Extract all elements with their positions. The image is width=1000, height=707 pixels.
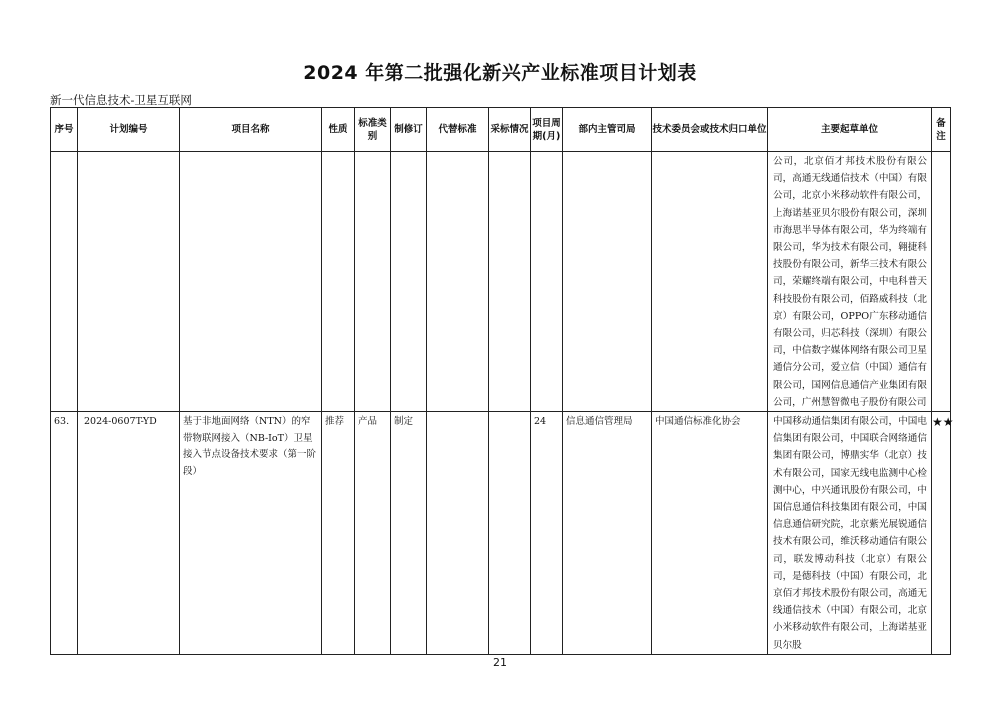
header-nature: 性质: [322, 108, 355, 152]
cell-replaced-std: [427, 152, 489, 412]
cell-remarks: [932, 412, 954, 655]
cell-nature: 推荐: [322, 412, 355, 655]
cell-nature: [322, 152, 355, 412]
header-seq: 序号: [51, 108, 78, 152]
header-committee: 技术委员会或技术归口单位: [652, 108, 768, 152]
header-drafters: 主要起草单位: [768, 108, 932, 152]
header-project-name: 项目名称: [180, 108, 322, 152]
header-std-type: 标准类别: [355, 108, 391, 152]
cell-seq: [51, 152, 78, 412]
cell-adoption: [489, 152, 531, 412]
cell-std-type: [355, 152, 391, 412]
cell-period: [531, 152, 563, 412]
star-icon: ★★: [932, 415, 954, 430]
cell-remarks: [932, 152, 951, 412]
header-period: 项目周期(月): [531, 108, 563, 152]
cell-plan-no: 2024-0607T-YD: [78, 412, 180, 655]
cell-dept: 信息通信管理局: [563, 412, 652, 655]
cell-committee: [652, 152, 768, 412]
header-adoption: 采标情况: [489, 108, 531, 152]
cell-revision: [391, 152, 427, 412]
section-label: 新一代信息技术-卫星互联网: [50, 93, 192, 107]
table-row: [51, 412, 951, 655]
table-row: [51, 152, 951, 412]
header-remarks: 备注: [932, 108, 951, 152]
cell-seq: 63.: [51, 412, 78, 655]
header-plan-no: 计划编号: [78, 108, 180, 152]
table-header-row: [51, 108, 951, 152]
cell-dept: [563, 152, 652, 412]
header-dept: 部内主管司局: [563, 108, 652, 152]
cell-committee: 中国通信标准化协会: [652, 412, 768, 655]
cell-adoption: [489, 412, 531, 655]
cell-std-type: 产品: [355, 412, 391, 655]
header-replaced-std: 代替标准: [427, 108, 489, 152]
page-number: 21: [493, 656, 507, 669]
cell-project-name: [180, 152, 322, 412]
cell-drafters: 中国移动通信集团有限公司，中国电信集团有限公司，中国联合网络通信集团有限公司，博鼎实华（北京）技术有限公司，国家无线电监测中心检测中心，中兴通讯股份有限公司，中国信息通信科技集团有限公司，中国信息通信研究院，北京紫光展锐通信技术有限公司，维沃移动通信有限公司，联发博动科技（北京）有限公司，是德科技（中国）有限公司，北京佰才邦技术股份有限公司，高通无线通信技术（中国）有限公司，北京小米移动软件有限公司，上海诺基亚贝尔股: [768, 412, 932, 655]
cell-replaced-std: [427, 412, 489, 655]
cell-drafters: 公司，北京佰才邦技术股份有限公司，高通无线通信技术（中国）有限公司，北京小米移动软件有限公司，上海诺基亚贝尔股份有限公司，深圳市海思半导体有限公司，华为终端有限公司，华为技术有限公司，翱捷科技股份有限公司，新华三技术有限公司，荣耀终端有限公司，中电科普天科技股份有限公司，佰路威科技（北京）有限公司，OPPO广东移动通信有限公司，归芯科技（深圳）有限公司，中信数字媒体网络有限公司卫星通信分公司，爱立信（中国）通信有限公司，国网信息通信产业集团有限公司，广州慧智微电子股份有限公司: [768, 152, 932, 412]
plan-table: [50, 107, 954, 655]
cell-project-name: 基于非地面网络（NTN）的窄带物联网接入（NB-IoT）卫星接入节点设备技术要求（第一阶段）: [180, 412, 322, 655]
cell-plan-no: [78, 152, 180, 412]
cell-revision: 制定: [391, 412, 427, 655]
cell-period: 24: [531, 412, 563, 655]
header-revision: 制修订: [391, 108, 427, 152]
document-title: 2024 年第二批强化新兴产业标准项目计划表: [303, 62, 697, 84]
